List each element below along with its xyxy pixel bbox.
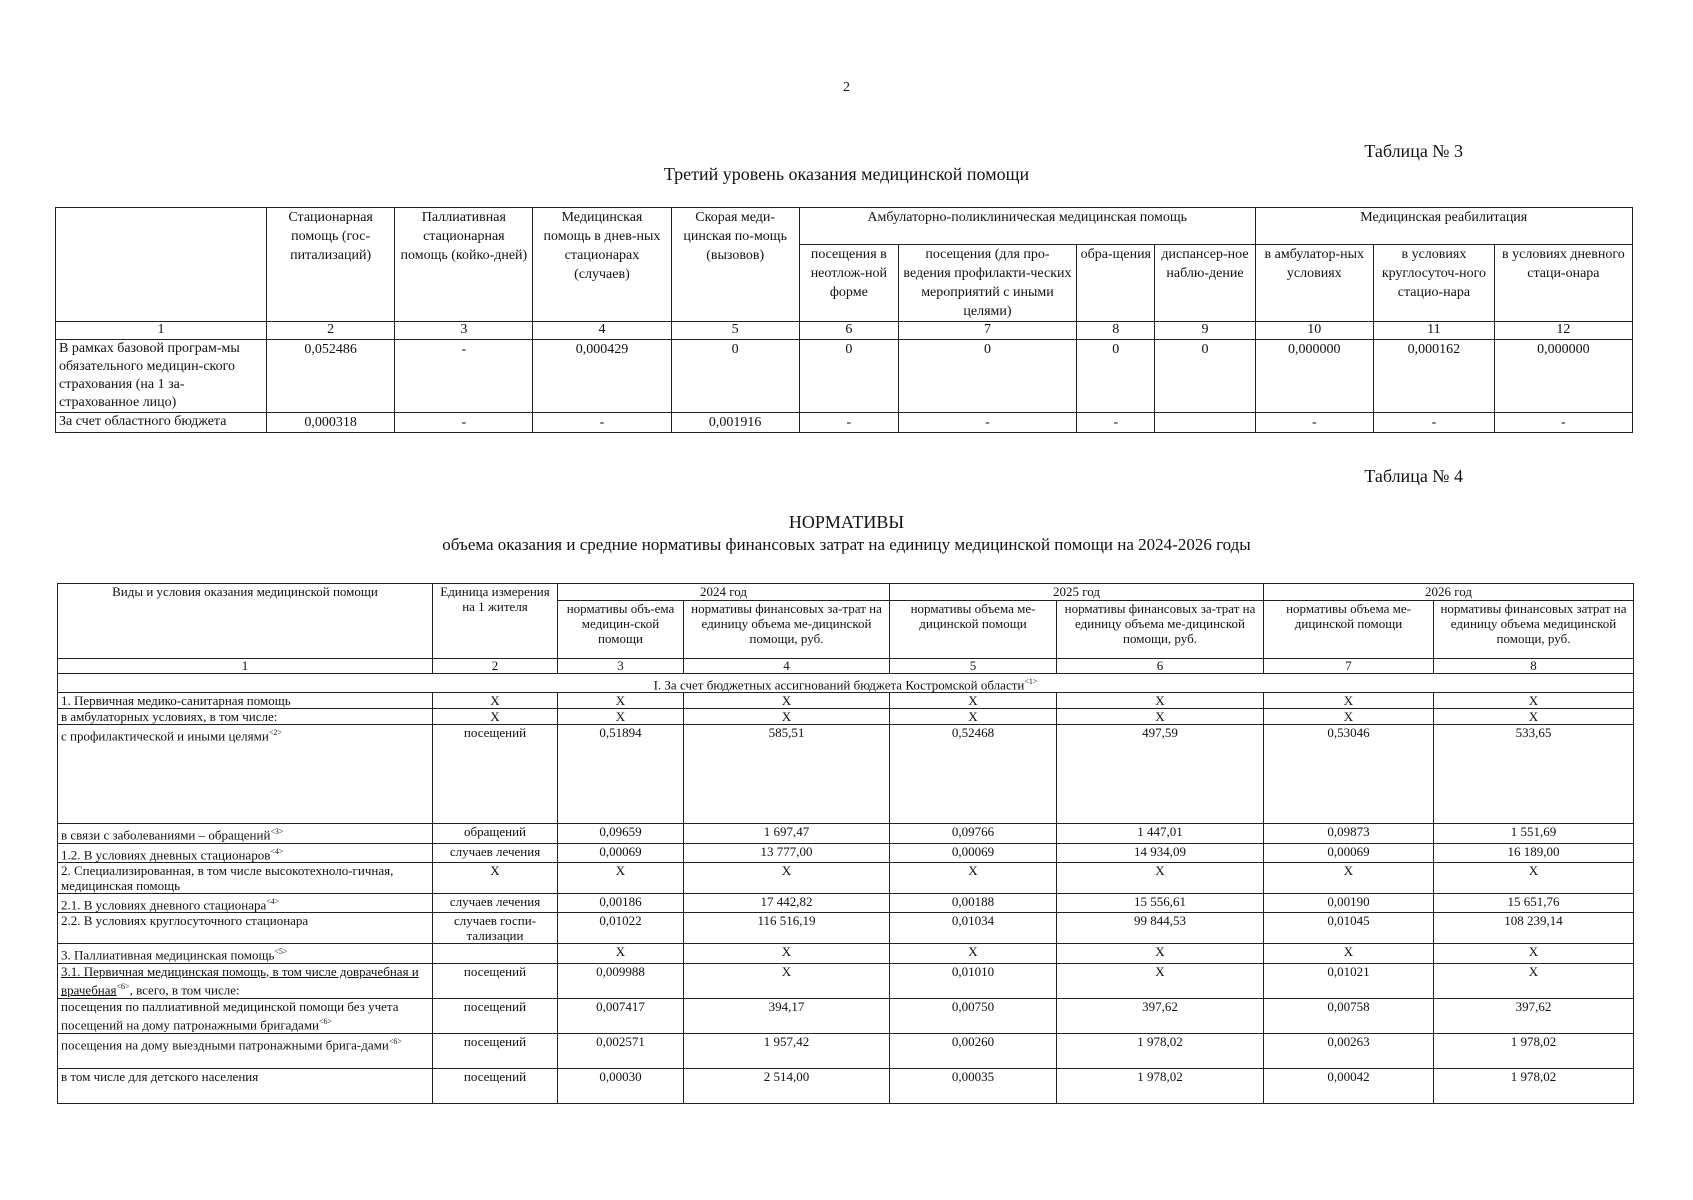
unit-cell: X xyxy=(433,709,558,725)
value-cell: 0 xyxy=(1155,340,1255,413)
value-cell: X xyxy=(890,693,1057,709)
footnote-marker: <3> xyxy=(270,827,284,837)
value-cell: 0,00069 xyxy=(890,843,1057,862)
table4-header-cost-2024: нормативы финансовых за-трат на единицу объема ме-дицинской помощи, руб. xyxy=(684,601,890,659)
table3-header-inpatient: Стационарная помощь (гос-питализаций) xyxy=(266,208,394,322)
row-label: посещения по паллиативной медицинской помощи без учета посещений на дому патронажными бригадами$^{<6>}$ xyxy=(58,998,433,1033)
index-cell: 6 xyxy=(799,322,898,340)
value-cell: 0,00750 xyxy=(890,998,1057,1033)
value-cell: 1 447,01 xyxy=(1057,824,1264,843)
table3-header-row xyxy=(56,208,1633,245)
section-title: I. За счет бюджетных ассигнований бюджета Костромской области$^{<1>}$ xyxy=(58,674,1634,693)
value-cell: 0,00069 xyxy=(1264,843,1434,862)
table-row xyxy=(58,824,1634,843)
footnote-marker: <4> xyxy=(270,846,284,856)
footnote-marker: <6> xyxy=(388,1036,402,1046)
value-cell: X xyxy=(558,693,684,709)
value-cell: 1 551,69 xyxy=(1434,824,1634,843)
table3-header-dispensary: диспансер-ное наблю-дение xyxy=(1155,245,1255,322)
value-cell: - xyxy=(898,413,1076,433)
value-cell: 0,00188 xyxy=(890,893,1057,912)
table4-index-row xyxy=(58,659,1634,674)
value-cell: 0 xyxy=(898,340,1076,413)
value-cell: - xyxy=(533,413,671,433)
value-cell: X xyxy=(1264,693,1434,709)
unit-cell: посещений xyxy=(433,1033,558,1068)
value-cell: 0,000000 xyxy=(1255,340,1374,413)
value-cell: 0,002571 xyxy=(558,1033,684,1068)
value-cell: 0,01010 xyxy=(890,963,1057,998)
index-cell: 6 xyxy=(1057,659,1264,674)
value-cell xyxy=(1155,413,1255,433)
index-cell: 2 xyxy=(433,659,558,674)
value-cell: 0,51894 xyxy=(558,725,684,824)
value-cell: X xyxy=(684,862,890,893)
value-cell: 0,000000 xyxy=(1494,340,1632,413)
unit-cell: посещений xyxy=(433,998,558,1033)
value-cell: 15 651,76 xyxy=(1434,893,1634,912)
row-label: 2.2. В условиях круглосуточного стационара xyxy=(58,913,433,944)
value-cell: X xyxy=(890,862,1057,893)
index-cell: 10 xyxy=(1255,322,1374,340)
value-cell: 0,01022 xyxy=(558,913,684,944)
table4-header-kinds: Виды и условия оказания медицинской помощи xyxy=(58,584,433,659)
table3-row-oms xyxy=(56,340,1633,413)
index-cell: 1 xyxy=(56,322,267,340)
row-label: 3. Паллиативная медицинская помощь$^{<5>}$ xyxy=(58,944,433,963)
value-cell: 0 xyxy=(671,340,799,413)
table-row xyxy=(58,1068,1634,1103)
value-cell: 533,65 xyxy=(1434,725,1634,824)
unit-cell: случаев госпи-тализации xyxy=(433,913,558,944)
table3-header-rehab-group: Медицинская реабилитация xyxy=(1255,208,1632,245)
table-row xyxy=(58,893,1634,912)
value-cell: 0,01034 xyxy=(890,913,1057,944)
value-cell: X xyxy=(684,963,890,998)
index-cell: 3 xyxy=(395,322,533,340)
value-cell: X xyxy=(1057,693,1264,709)
value-cell: 17 442,82 xyxy=(684,893,890,912)
value-cell: X xyxy=(1057,709,1264,725)
value-cell: 394,17 xyxy=(684,998,890,1033)
value-cell: 0,00260 xyxy=(890,1033,1057,1068)
unit-cell xyxy=(433,944,558,963)
table4-section-row xyxy=(58,674,1634,693)
table3-label: Таблица № 3 xyxy=(1364,141,1463,161)
index-cell: 5 xyxy=(890,659,1057,674)
table-row xyxy=(58,843,1634,862)
value-cell: - xyxy=(799,413,898,433)
footnote-marker: <1> xyxy=(1024,677,1038,686)
page-number: 2 xyxy=(843,80,850,95)
value-cell: 2 514,00 xyxy=(684,1068,890,1103)
table3-header-appeals: обра-щения xyxy=(1077,245,1155,322)
value-cell: X xyxy=(890,944,1057,963)
value-cell: 0,09766 xyxy=(890,824,1057,843)
value-cell: 13 777,00 xyxy=(684,843,890,862)
value-cell: X xyxy=(684,709,890,725)
value-cell: X xyxy=(1434,709,1634,725)
unit-cell: случаев лечения xyxy=(433,893,558,912)
value-cell: 0,00035 xyxy=(890,1068,1057,1103)
row-label: посещения на дому выездными патронажными брига-дами$^{<6>}$ xyxy=(58,1033,433,1068)
unit-cell: X xyxy=(433,862,558,893)
table4-subtitle: объема оказания и средние нормативы финансовых затрат на единицу медицинской помощи на 2024-2026 годы xyxy=(442,535,1251,554)
value-cell: 0,001916 xyxy=(671,413,799,433)
value-cell: 0,00186 xyxy=(558,893,684,912)
value-cell: X xyxy=(1264,862,1434,893)
table4-label: Таблица № 4 xyxy=(1364,466,1463,486)
value-cell: 0,000318 xyxy=(266,413,394,433)
value-cell: 0,052486 xyxy=(266,340,394,413)
table4 xyxy=(57,583,1634,1104)
table4-header-volume-2025: нормативы объема ме-дицинской помощи xyxy=(890,601,1057,659)
footnote-marker: <6> xyxy=(116,981,130,991)
index-cell: 7 xyxy=(898,322,1076,340)
value-cell: - xyxy=(1255,413,1374,433)
table4-header-year-2024: 2024 год xyxy=(558,584,890,601)
table-row xyxy=(58,963,1634,998)
table4-header-row xyxy=(58,584,1634,601)
table4-header-volume-2026: нормативы объема ме-дицинской помощи xyxy=(1264,601,1434,659)
value-cell: 397,62 xyxy=(1057,998,1264,1033)
value-cell: 99 844,53 xyxy=(1057,913,1264,944)
value-cell: 1 978,02 xyxy=(1057,1068,1264,1103)
value-cell: 0,01021 xyxy=(1264,963,1434,998)
value-cell: 1 978,02 xyxy=(1057,1033,1264,1068)
value-cell: 1 978,02 xyxy=(1434,1068,1634,1103)
value-cell: X xyxy=(558,944,684,963)
index-cell: 11 xyxy=(1374,322,1495,340)
table-row xyxy=(58,709,1634,725)
value-cell: 0,00069 xyxy=(558,843,684,862)
table-row xyxy=(58,1033,1634,1068)
table-row xyxy=(58,998,1634,1033)
table4-header-cost-2025: нормативы финансовых за-трат на единицу объема ме-дицинской помощи, руб. xyxy=(1057,601,1264,659)
value-cell: - xyxy=(395,340,533,413)
index-cell: 8 xyxy=(1434,659,1634,674)
table-row xyxy=(58,944,1634,963)
table-row xyxy=(58,725,1634,824)
unit-cell: посещений xyxy=(433,963,558,998)
table3-header-rehab-inpatient: в условиях круглосуточ-ного стацио-нара xyxy=(1374,245,1495,322)
table3-header-rehab-ambulatory: в амбулатор-ных условиях xyxy=(1255,245,1374,322)
table3-header-empty xyxy=(56,208,267,322)
index-cell: 5 xyxy=(671,322,799,340)
index-cell: 3 xyxy=(558,659,684,674)
unit-cell: посещений xyxy=(433,725,558,824)
value-cell: 1 978,02 xyxy=(1434,1033,1634,1068)
table-row xyxy=(58,862,1634,893)
table-row xyxy=(58,913,1634,944)
index-cell: 7 xyxy=(1264,659,1434,674)
index-cell: 4 xyxy=(684,659,890,674)
index-cell: 8 xyxy=(1077,322,1155,340)
value-cell: 108 239,14 xyxy=(1434,913,1634,944)
table3-header-ambulatory-group: Амбулаторно-поликлиническая медицинская помощь xyxy=(799,208,1255,245)
value-cell: 1 697,47 xyxy=(684,824,890,843)
table3-header-palliative: Паллиативная стационарная помощь (койко-дней) xyxy=(395,208,533,322)
value-cell: 0,009988 xyxy=(558,963,684,998)
table4-title: НОРМАТИВЫ xyxy=(788,512,905,532)
value-cell: 0,000162 xyxy=(1374,340,1495,413)
value-cell: X xyxy=(1434,963,1634,998)
table3-row-regional-budget xyxy=(56,413,1633,433)
value-cell: - xyxy=(1374,413,1495,433)
unit-cell: обращений xyxy=(433,824,558,843)
row-label: За счет областного бюджета xyxy=(56,413,267,433)
value-cell: X xyxy=(684,944,890,963)
table3-header-day-hospital: Медицинская помощь в днев-ных стационарах (случаев) xyxy=(533,208,671,322)
value-cell: 0,00758 xyxy=(1264,998,1434,1033)
table4-header-unit: Единица измерения на 1 жителя xyxy=(433,584,558,659)
value-cell: X xyxy=(558,862,684,893)
value-cell: 0,00190 xyxy=(1264,893,1434,912)
value-cell: 0,007417 xyxy=(558,998,684,1033)
value-cell: 0 xyxy=(799,340,898,413)
table3 xyxy=(55,207,1633,433)
footnote-marker: <4> xyxy=(266,896,280,906)
table3-header-preventive-visits: посещения (для про-ведения профилакти-ческих мероприятий с иными целями) xyxy=(898,245,1076,322)
value-cell: 0,00042 xyxy=(1264,1068,1434,1103)
value-cell: 116 516,19 xyxy=(684,913,890,944)
table4-header-cost-2026: нормативы финансовых затрат на единицу объема медицинской помощи, руб. xyxy=(1434,601,1634,659)
footnote-marker: <6> xyxy=(319,1016,333,1026)
table4-header-year-2025: 2025 год xyxy=(890,584,1264,601)
value-cell: 397,62 xyxy=(1434,998,1634,1033)
row-label: 2. Специализированная, в том числе высокотехноло-гичная, медицинская помощь xyxy=(58,862,433,893)
index-cell: 4 xyxy=(533,322,671,340)
value-cell: X xyxy=(1434,693,1634,709)
table4-header-volume-2024: нормативы объ-ема медицин-ской помощи xyxy=(558,601,684,659)
value-cell: X xyxy=(1057,862,1264,893)
row-label: в том числе для детского населения xyxy=(58,1068,433,1103)
value-cell: 0,00030 xyxy=(558,1068,684,1103)
unit-cell: посещений xyxy=(433,1068,558,1103)
value-cell: 0 xyxy=(1077,340,1155,413)
row-label: с профилактической и иными целями$^{<2>}$ xyxy=(58,725,433,824)
value-cell: X xyxy=(1264,944,1434,963)
value-cell: - xyxy=(395,413,533,433)
value-cell: X xyxy=(1057,944,1264,963)
value-cell: 15 556,61 xyxy=(1057,893,1264,912)
value-cell: X xyxy=(558,709,684,725)
row-label: 1. Первичная медико-санитарная помощь xyxy=(58,693,433,709)
value-cell: 1 957,42 xyxy=(684,1033,890,1068)
row-label: в связи с заболеваниями – обращений$^{<3>}$ xyxy=(58,824,433,843)
value-cell: 0,52468 xyxy=(890,725,1057,824)
value-cell: 0,000429 xyxy=(533,340,671,413)
value-cell: X xyxy=(684,693,890,709)
value-cell: X xyxy=(1434,862,1634,893)
value-cell: 585,51 xyxy=(684,725,890,824)
row-label: в амбулаторных условиях, в том числе: xyxy=(58,709,433,725)
footnote-marker: <2> xyxy=(268,728,282,738)
value-cell: X xyxy=(1434,944,1634,963)
table3-header-ambulance: Скорая меди-цинская по-мощь (вызовов) xyxy=(671,208,799,322)
value-cell: 16 189,00 xyxy=(1434,843,1634,862)
row-label: 2.1. В условиях дневного стационара$^{<4>}$ xyxy=(58,893,433,912)
value-cell: 0,09659 xyxy=(558,824,684,843)
table3-index-row xyxy=(56,322,1633,340)
row-label: 3.1. Первичная медицинская помощь, в том числе доврачебная и врачебная$^{<6>}$, всего, в том числе: xyxy=(58,963,433,998)
value-cell: X xyxy=(890,709,1057,725)
value-cell: 0,01045 xyxy=(1264,913,1434,944)
table3-title: Третий уровень оказания медицинской помощи xyxy=(663,164,1030,184)
index-cell: 2 xyxy=(266,322,394,340)
value-cell: X xyxy=(1057,963,1264,998)
value-cell: 14 934,09 xyxy=(1057,843,1264,862)
unit-cell: X xyxy=(433,693,558,709)
table3-header-rehab-day: в условиях дневного стаци-онара xyxy=(1494,245,1632,322)
table3-header-urgent-visits: посещения в неотлож-ной форме xyxy=(799,245,898,322)
unit-cell: случаев лечения xyxy=(433,843,558,862)
value-cell: 497,59 xyxy=(1057,725,1264,824)
table-row xyxy=(58,693,1634,709)
index-cell: 12 xyxy=(1494,322,1632,340)
value-cell: 0,09873 xyxy=(1264,824,1434,843)
row-label: В рамках базовой програм-мы обязательного медицин-ского страхования (на 1 за-страхованное лицо) xyxy=(56,340,267,413)
row-label: 1.2. В условиях дневных стационаров$^{<4>}$ xyxy=(58,843,433,862)
value-cell: 0,53046 xyxy=(1264,725,1434,824)
index-cell: 1 xyxy=(58,659,433,674)
value-cell: X xyxy=(1264,709,1434,725)
value-cell: - xyxy=(1494,413,1632,433)
value-cell: 0,00263 xyxy=(1264,1033,1434,1068)
value-cell: - xyxy=(1077,413,1155,433)
index-cell: 9 xyxy=(1155,322,1255,340)
table4-header-year-2026: 2026 год xyxy=(1264,584,1634,601)
footnote-marker: <5> xyxy=(274,947,288,957)
